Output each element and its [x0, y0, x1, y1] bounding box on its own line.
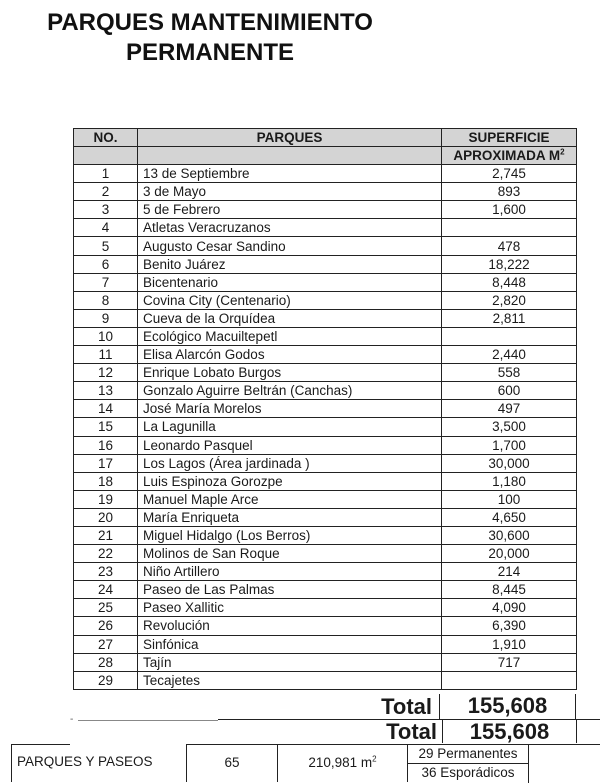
table-row	[74, 183, 577, 201]
header-row	[74, 129, 577, 147]
row-area: 1,600	[442, 201, 577, 219]
row-area: 2,820	[442, 291, 577, 309]
row-number: 29	[74, 671, 138, 689]
table-row	[74, 382, 577, 400]
row-park-name: Ecológico Macuiltepetl	[138, 327, 442, 345]
row-area: 478	[442, 237, 577, 255]
title-line-2: PERMANENTE	[125, 39, 294, 66]
table-row	[74, 400, 577, 418]
row-number: 10	[74, 327, 138, 345]
header-parques-blank	[138, 147, 442, 165]
separator-dash: -	[70, 714, 74, 725]
row-number: 15	[74, 418, 138, 436]
row-park-name: Luis Espinoza Gorozpe	[138, 472, 442, 490]
row-area: 1,910	[442, 635, 577, 653]
row-park-name: 13 de Septiembre	[138, 165, 442, 183]
table-row	[74, 273, 577, 291]
row-number: 2	[74, 183, 138, 201]
table-row	[74, 472, 577, 490]
row-area: 3,500	[442, 418, 577, 436]
row-park-name: Tecajetes	[138, 671, 442, 689]
row-number: 6	[74, 255, 138, 273]
row-park-name: Paseo Xallitic	[138, 599, 442, 617]
parks-table	[73, 128, 577, 690]
summary-name-topline	[12, 744, 70, 745]
table-row	[74, 526, 577, 544]
table-total	[73, 695, 576, 719]
summary-name-cell	[11, 744, 186, 782]
table-row	[74, 581, 577, 599]
row-number: 25	[74, 599, 138, 617]
row-area: 1,700	[442, 436, 577, 454]
row-park-name: Paseo de Las Palmas	[138, 581, 442, 599]
row-number: 22	[74, 545, 138, 563]
row-park-name: La Lagunilla	[138, 418, 442, 436]
row-number: 21	[74, 526, 138, 544]
row-park-name: José María Morelos	[138, 400, 442, 418]
row-number: 8	[74, 291, 138, 309]
row-area: 717	[442, 653, 577, 671]
header-parques: PARQUES	[138, 129, 442, 147]
title-line-1: PARQUES MANTENIMIENTO	[47, 9, 373, 36]
header-row-2	[74, 147, 577, 165]
row-number: 23	[74, 563, 138, 581]
row-number: 18	[74, 472, 138, 490]
row-park-name: Miguel Hidalgo (Los Berros)	[138, 526, 442, 544]
table-row	[74, 346, 577, 364]
row-number: 19	[74, 490, 138, 508]
table-row	[74, 490, 577, 508]
summary-name: PARQUES Y PASEOS	[17, 754, 153, 769]
summary-row	[11, 744, 600, 782]
row-park-name: Manuel Maple Arce	[138, 490, 442, 508]
row-area: 4,650	[442, 508, 577, 526]
second-total-value: 155,608	[442, 720, 577, 743]
row-area: 2,811	[442, 309, 577, 327]
summary-area-cell	[277, 744, 407, 782]
row-area: 6,390	[442, 617, 577, 635]
row-park-name: Revolución	[138, 617, 442, 635]
row-number: 7	[74, 273, 138, 291]
table-row	[74, 201, 577, 219]
row-area: 600	[442, 382, 577, 400]
summary-right-border	[528, 745, 529, 783]
summary-count: 65	[186, 744, 277, 782]
table-row	[74, 563, 577, 581]
table-row	[74, 291, 577, 309]
row-area: 558	[442, 364, 577, 382]
summary-area-sup: 2	[372, 754, 377, 764]
row-park-name: Los Lagos (Área jardinada )	[138, 454, 442, 472]
row-area	[442, 219, 577, 237]
row-area: 214	[442, 563, 577, 581]
row-number: 3	[74, 201, 138, 219]
summary-area: 210,981 m	[308, 755, 373, 770]
row-area: 20,000	[442, 545, 577, 563]
table-row	[74, 454, 577, 472]
row-area: 30,000	[442, 454, 577, 472]
table-row	[74, 671, 577, 689]
second-total-label: Total	[386, 719, 437, 744]
row-park-name: Niño Artillero	[138, 563, 442, 581]
row-park-name: 5 de Febrero	[138, 201, 442, 219]
row-area: 1,180	[442, 472, 577, 490]
row-park-name: Augusto Cesar Sandino	[138, 237, 442, 255]
row-number: 4	[74, 219, 138, 237]
table-row	[74, 436, 577, 454]
row-number: 24	[74, 581, 138, 599]
row-number: 28	[74, 653, 138, 671]
row-park-name: Benito Juárez	[138, 255, 442, 273]
row-number: 27	[74, 635, 138, 653]
row-area: 497	[442, 400, 577, 418]
table-row	[74, 237, 577, 255]
row-area: 30,600	[442, 526, 577, 544]
row-park-name: 3 de Mayo	[138, 183, 442, 201]
row-park-name: María Enriqueta	[138, 508, 442, 526]
table-row	[74, 635, 577, 653]
header-no: NO.	[74, 129, 138, 147]
row-park-name: Bicentenario	[138, 273, 442, 291]
page-title	[0, 8, 420, 68]
row-park-name: Molinos de San Roque	[138, 545, 442, 563]
row-area	[442, 327, 577, 345]
row-number: 17	[74, 454, 138, 472]
table-row	[74, 165, 577, 183]
total-label: Total	[381, 694, 432, 719]
table-row	[74, 219, 577, 237]
header-aproximada	[442, 147, 577, 165]
header-no-blank	[74, 147, 138, 165]
row-area: 2,745	[442, 165, 577, 183]
summary-sporadic: 36 Esporádicos	[421, 765, 515, 780]
table-row	[74, 309, 577, 327]
header-aproximada-sup: 2	[560, 147, 565, 157]
table-row	[74, 364, 577, 382]
table-row	[74, 599, 577, 617]
row-park-name: Tajín	[138, 653, 442, 671]
row-park-name: Leonardo Pasquel	[138, 436, 442, 454]
row-park-name: Gonzalo Aguirre Beltrán (Canchas)	[138, 382, 442, 400]
row-number: 16	[74, 436, 138, 454]
row-area	[442, 671, 577, 689]
row-area: 4,090	[442, 599, 577, 617]
summary-permanent: 29 Permanentes	[408, 745, 528, 764]
row-area: 893	[442, 183, 577, 201]
row-park-name: Cueva de la Orquídea	[138, 309, 442, 327]
header-superficie: SUPERFICIE	[442, 129, 577, 147]
row-area: 100	[442, 490, 577, 508]
table-body	[74, 165, 577, 690]
row-number: 12	[74, 364, 138, 382]
row-area: 2,440	[442, 346, 577, 364]
row-park-name: Covina City (Centenario)	[138, 291, 442, 309]
row-area: 8,448	[442, 273, 577, 291]
table-row	[74, 545, 577, 563]
row-number: 13	[74, 382, 138, 400]
row-area: 8,445	[442, 581, 577, 599]
row-park-name: Elisa Alarcón Godos	[138, 346, 442, 364]
summary-breakdown	[407, 744, 600, 782]
row-number: 26	[74, 617, 138, 635]
table-row	[74, 653, 577, 671]
second-total	[0, 720, 600, 744]
row-park-name: Sinfónica	[138, 635, 442, 653]
header-aproximada-text: APROXIMADA M	[453, 148, 561, 164]
row-number: 5	[74, 237, 138, 255]
row-number: 14	[74, 400, 138, 418]
table-row	[74, 418, 577, 436]
table-row	[74, 508, 577, 526]
table-row	[74, 617, 577, 635]
row-park-name: Atletas Veracruzanos	[138, 219, 442, 237]
row-number: 1	[74, 165, 138, 183]
row-number: 9	[74, 309, 138, 327]
row-number: 11	[74, 346, 138, 364]
total-value: 155,608	[439, 694, 576, 720]
row-number: 20	[74, 508, 138, 526]
table-row	[74, 327, 577, 345]
table-row	[74, 255, 577, 273]
row-area: 18,222	[442, 255, 577, 273]
row-park-name: Enrique Lobato Burgos	[138, 364, 442, 382]
